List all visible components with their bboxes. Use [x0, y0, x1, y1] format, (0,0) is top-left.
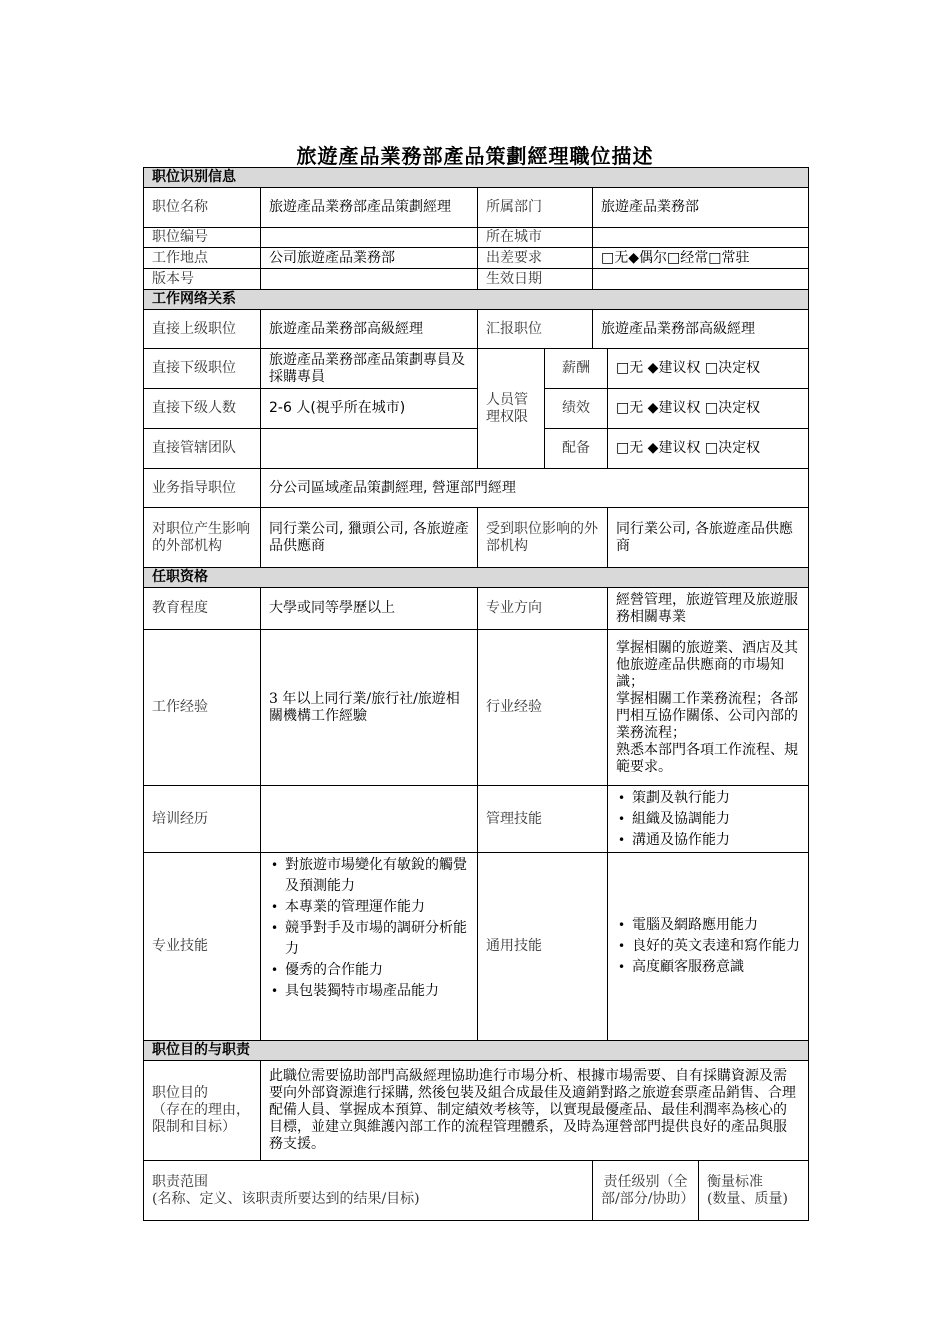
scope-label-note: (名称、定义、该职责所要达到的结果/目标) [152, 1190, 420, 1207]
performance-authority: □无 ◆建议权 □决定权 [608, 389, 809, 429]
salary-authority: □无 ◆建议权 □决定权 [608, 349, 809, 389]
section-identity: 职位识别信息 [144, 168, 809, 188]
report-to: 旅遊產品業務部高級經理 [593, 310, 809, 349]
purpose-label [144, 1061, 261, 1161]
pro-skill-item: • 對旅遊市場變化有敏銳的觸覺及預測能力 [269, 855, 469, 897]
general-skills [608, 853, 809, 1041]
pro-skill-item: • 競爭對手及市場的調研分析能力 [269, 918, 469, 960]
position-no [261, 228, 478, 248]
education-label: 教育程度 [144, 588, 261, 630]
scope-label-title: 职责范围 [152, 1173, 208, 1190]
standard-label-title: 衡量标准 [707, 1173, 763, 1190]
standard-label [699, 1161, 809, 1221]
performance-label: 绩效 [545, 389, 608, 429]
affected: 同行業公司, 各旅遊產品供應商 [608, 508, 809, 568]
page-title: 旅遊產品業務部產品策劃經理職位描述 [296, 144, 654, 168]
mgmt-skill-item: • 組織及協調能力 [616, 809, 800, 830]
pro-skills [261, 853, 478, 1041]
standard-label-note: (数量、质量) [707, 1190, 788, 1207]
guidance: 分公司區域產品策劃經理, 營運部門經理 [261, 469, 809, 508]
staff-authority-label: 人员管理权限 [478, 349, 545, 469]
team-label: 直接管辖团队 [144, 429, 261, 469]
major: 經營管理，旅遊管理及旅遊服務相關專業 [608, 588, 809, 630]
scope-label [144, 1161, 593, 1221]
effective-date [593, 269, 809, 290]
education: 大學或同等學歷以上 [261, 588, 478, 630]
affect-label: 对职位产生影响的外部机构 [144, 508, 261, 568]
position-name-label: 职位名称 [144, 188, 261, 228]
report-label: 汇报职位 [478, 310, 593, 349]
purpose-label-title: 职位目的 [152, 1085, 208, 1101]
general-skill-item: • 良好的英文表達和寫作能力 [616, 936, 800, 957]
general-skill-item: • 電腦及網路應用能力 [616, 915, 800, 936]
allocation-label: 配备 [545, 429, 608, 469]
industry-exp-item: 掌握相關的旅遊業、酒店及其他旅遊產品供應商的市場知識； [616, 639, 798, 690]
purpose-label-note: （存在的理由，限制和目标） [152, 1102, 250, 1135]
pro-skill-item: • 本專業的管理運作能力 [269, 897, 469, 918]
department-label: 所属部门 [478, 188, 593, 228]
mgmt-skill-item: • 策劃及執行能力 [616, 788, 800, 809]
mgmt-skills [608, 786, 809, 853]
pro-skill-item: • 具包裝獨特市場產品能力 [269, 981, 469, 1002]
version-label: 版本号 [144, 269, 261, 290]
sub-count: 2-6 人(視乎所在城市) [261, 389, 478, 429]
location: 公司旅遊產品業務部 [261, 248, 478, 269]
location-label: 工作地点 [144, 248, 261, 269]
section-purpose: 职位目的与职责 [144, 1041, 809, 1061]
affected-label: 受到职位影响的外部机构 [478, 508, 608, 568]
industry-exp-item: 熟悉本部門各項工作流程、規範要求。 [616, 741, 798, 775]
effective-date-label: 生效日期 [478, 269, 593, 290]
job-description-table [143, 167, 809, 1221]
mgmt-skill-label: 管理技能 [478, 786, 608, 853]
subordinate: 旅遊產品業務部產品策劃專員及採購專員 [261, 349, 478, 389]
salary-label: 薪酬 [545, 349, 608, 389]
industry-exp-label: 行业经验 [478, 630, 608, 786]
subordinate-label: 直接下级职位 [144, 349, 261, 389]
city-label: 所在城市 [478, 228, 593, 248]
guidance-label: 业务指导职位 [144, 469, 261, 508]
industry-exp [608, 630, 809, 786]
superior: 旅遊產品業務部高級經理 [261, 310, 478, 349]
position-name: 旅遊產品業務部產品策劃經理 [261, 188, 478, 228]
section-qualification: 任职资格 [144, 568, 809, 588]
training-label: 培训经历 [144, 786, 261, 853]
version [261, 269, 478, 290]
work-exp-label: 工作经验 [144, 630, 261, 786]
position-no-label: 职位编号 [144, 228, 261, 248]
section-network: 工作网络关系 [144, 290, 809, 310]
purpose-text: 此職位需要協助部門高級經理協助進行市場分析、根據市場需要、自有採購資源及需要向外部資源進行採購, 然後包裝及組合成最佳及適銷對路之旅遊套票產品銷售、合理配備人員、掌握成本預算、制定績效考核等，以實現最優產品、最佳利潤率為核心的目標，並建立與維護內部工作的流程管理體系，及時為運營部門提供良好的產品與服務支援。 [261, 1061, 809, 1161]
industry-exp-item: 掌握相關工作業務流程；各部門相互協作關係、公司內部的業務流程； [616, 690, 798, 741]
travel-requirement: □无◆偶尔□经常□常驻 [593, 248, 809, 269]
pro-skill-item: • 優秀的合作能力 [269, 960, 469, 981]
superior-label: 直接上级职位 [144, 310, 261, 349]
sub-count-label: 直接下级人数 [144, 389, 261, 429]
department: 旅遊產品業務部 [593, 188, 809, 228]
level-label: 责任级别（全部/部分/协助） [593, 1161, 699, 1221]
training [261, 786, 478, 853]
city [593, 228, 809, 248]
major-label: 专业方向 [478, 588, 608, 630]
pro-skill-label: 专业技能 [144, 853, 261, 1041]
travel-label: 出差要求 [478, 248, 593, 269]
allocation-authority: □无 ◆建议权 □决定权 [608, 429, 809, 469]
affect: 同行業公司, 獵頭公司, 各旅遊產品供應商 [261, 508, 478, 568]
work-exp: 3 年以上同行業/旅行社/旅遊相關機構工作經驗 [261, 630, 478, 786]
general-skill-item: • 高度顧客服務意識 [616, 957, 800, 978]
general-skill-label: 通用技能 [478, 853, 608, 1041]
mgmt-skill-item: • 溝通及協作能力 [616, 830, 800, 851]
team [261, 429, 478, 469]
